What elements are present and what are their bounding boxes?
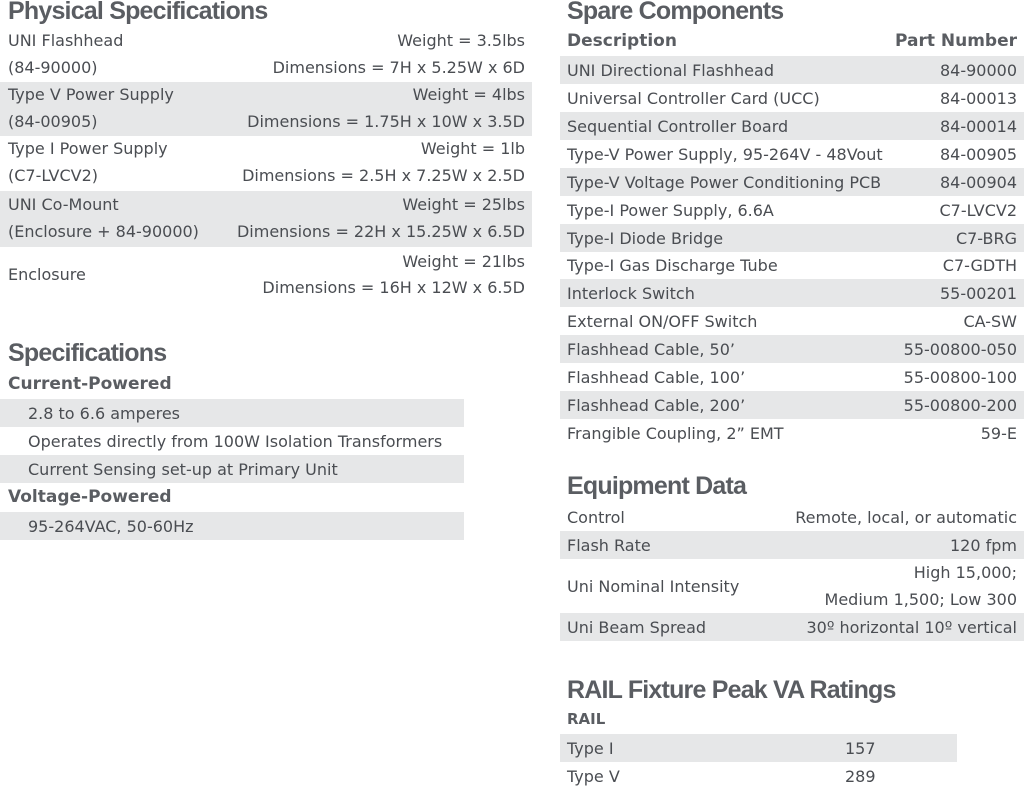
physical-row (0, 191, 532, 247)
equipment-label: Uni Nominal Intensity (567, 576, 740, 596)
item-code: (84-90000) (8, 58, 98, 77)
spare-row (560, 419, 1024, 447)
part-number: C7-BRG (955, 228, 1017, 248)
spec-text: 95-264VAC, 50-60Hz (28, 516, 194, 536)
component-desc: Sequential Controller Board (567, 116, 789, 136)
equipment-value: Remote, local, or automatic (795, 507, 1017, 527)
physical-row (0, 136, 532, 190)
equipment-label: Uni Beam Spread (567, 617, 707, 637)
equipment-row (560, 559, 1024, 613)
component-desc: Type-I Gas Discharge Tube (567, 255, 778, 275)
item-code: (C7-LVCV2) (8, 166, 99, 185)
component-desc: Flashhead Cable, 200’ (567, 395, 746, 415)
spare-row (560, 140, 1024, 168)
component-desc: Type-V Voltage Power Conditioning PCB (567, 172, 882, 192)
spare-header-row (560, 27, 1024, 55)
spec-item (0, 455, 464, 483)
spec-item (0, 427, 464, 455)
part-number: C7-LVCV2 (939, 200, 1017, 220)
spare-components-title: Spare Components (567, 0, 784, 25)
rail-ratings-title: RAIL Fixture Peak VA Ratings (567, 676, 896, 704)
spec-item (0, 399, 464, 427)
component-desc: Type-I Diode Bridge (567, 228, 724, 248)
intensity-values (825, 559, 1017, 613)
equipment-value: High 15,000; (913, 563, 1017, 582)
equipment-label: Flash Rate (567, 535, 651, 555)
part-number: 55-00800-100 (903, 367, 1017, 387)
current-powered-heading: Current-Powered (8, 374, 172, 394)
physical-row (0, 249, 532, 303)
component-desc: Universal Controller Card (UCC) (567, 88, 820, 108)
part-number-header: Part Number (894, 31, 1017, 51)
item-weight: Weight = 25lbs (402, 195, 525, 214)
item-code: (Enclosure + 84-90000) (8, 222, 199, 241)
part-number: C7-GDTH (942, 255, 1017, 275)
spec-text: Current Sensing set-up at Primary Unit (28, 459, 338, 479)
rail-va-value: 157 (845, 738, 876, 758)
equipment-row (560, 531, 1024, 559)
component-desc: Type-I Power Supply, 6.6A (567, 200, 774, 220)
item-code: (84-00905) (8, 112, 98, 131)
part-number: 84-00014 (939, 116, 1017, 136)
part-number: 84-00013 (939, 88, 1017, 108)
part-number: 55-00800-050 (903, 339, 1017, 359)
component-desc: Flashhead Cable, 50’ (567, 339, 735, 359)
rail-subheading: RAIL (567, 710, 606, 728)
component-desc: External ON/OFF Switch (567, 311, 758, 331)
equipment-value: Medium 1,500; Low 300 (824, 590, 1017, 609)
spare-row (560, 363, 1024, 391)
part-number: 59-E (980, 423, 1017, 443)
rail-row (560, 734, 957, 762)
part-number: CA-SW (963, 311, 1017, 331)
item-name: Type V Power Supply (8, 85, 174, 104)
item-dimensions: Dimensions = 2.5H x 7.25W x 2.5D (242, 166, 525, 185)
part-number: 84-90000 (939, 60, 1017, 80)
physical-row (0, 82, 532, 136)
spare-row (560, 335, 1024, 363)
item-dimensions: Dimensions = 1.75H x 10W x 3.5D (247, 112, 525, 131)
spare-row (560, 196, 1024, 224)
spec-text: 2.8 to 6.6 amperes (28, 403, 181, 423)
equipment-value: 120 fpm (950, 535, 1017, 555)
spare-row (560, 307, 1024, 335)
spare-row (560, 224, 1024, 252)
spare-row (560, 391, 1024, 419)
part-number: 55-00800-200 (903, 395, 1017, 415)
part-number: 84-00904 (939, 172, 1017, 192)
item-dimensions: Dimensions = 22H x 15.25W x 6.5D (236, 222, 525, 241)
item-weight: Weight = 1lb (420, 139, 525, 158)
rail-type: Type I (567, 738, 614, 758)
spec-text: Operates directly from 100W Isolation Transformers (28, 431, 443, 451)
component-desc: Frangible Coupling, 2” EMT (567, 423, 784, 443)
equipment-row (560, 503, 1024, 531)
part-number: 84-00905 (939, 144, 1017, 164)
physical-row (0, 28, 532, 82)
spare-row (560, 168, 1024, 196)
component-desc: Type-V Power Supply, 95-264V - 48Vout (567, 144, 883, 164)
item-weight: Weight = 3.5lbs (397, 31, 525, 50)
voltage-powered-heading: Voltage-Powered (8, 487, 172, 507)
component-desc: UNI Directional Flashhead (567, 60, 774, 80)
spare-row (560, 112, 1024, 140)
spare-row (560, 56, 1024, 84)
spare-row (560, 251, 1024, 279)
item-weight: Weight = 21lbs (402, 252, 525, 271)
component-desc: Flashhead Cable, 100’ (567, 367, 746, 387)
spec-item (0, 512, 464, 540)
equipment-data-title: Equipment Data (567, 472, 747, 500)
component-desc: Interlock Switch (567, 283, 695, 303)
rail-type: Type V (567, 766, 620, 786)
physical-specs-title: Physical Specifications (8, 0, 268, 25)
item-name: Type I Power Supply (8, 139, 168, 158)
equipment-value: 30º horizontal 10º vertical (806, 617, 1017, 637)
item-dimensions: Dimensions = 16H x 12W x 6.5D (262, 278, 525, 297)
item-weight: Weight = 4lbs (412, 85, 525, 104)
rail-va-value: 289 (845, 766, 876, 786)
item-name: Enclosure (8, 265, 86, 284)
item-dimensions: Dimensions = 7H x 5.25W x 6D (272, 58, 525, 77)
equipment-label: Control (567, 507, 625, 527)
part-number: 55-00201 (939, 283, 1017, 303)
item-name: UNI Flashhead (8, 31, 124, 50)
item-name: UNI Co-Mount (8, 195, 119, 214)
spare-row (560, 84, 1024, 112)
specifications-title: Specifications (8, 339, 167, 367)
spare-row (560, 279, 1024, 307)
equipment-row (560, 613, 1024, 641)
description-header: Description (567, 31, 677, 51)
